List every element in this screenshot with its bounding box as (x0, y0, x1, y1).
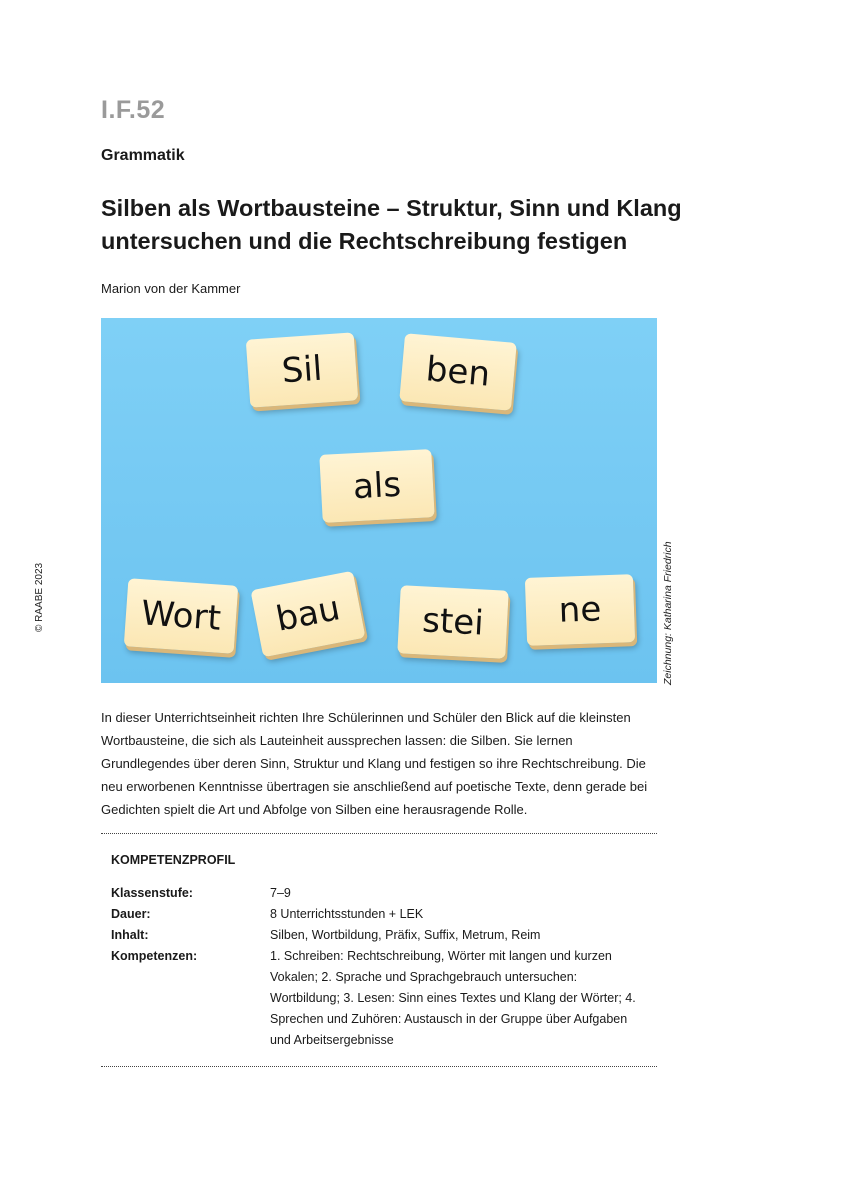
profile-value: Silben, Wortbildung, Präfix, Suffix, Metrum, Reim (270, 928, 541, 942)
profile-row-grade (111, 883, 651, 904)
syllable-tile: stei (397, 585, 508, 659)
intro-paragraph: In dieser Unterrichtseinheit richten Ihre Schülerinnen und Schüler den Blick auf die kleinsten Wortbausteine, die sich als Lauteinheit aussprechen lassen: die Silben. Sie lernen Grundlegendes über deren Sinn, Struktur und Klang und festigen so ihre Rechtschreibung. Die neu erworbenen Kenntnisse übertragen sie anschließend auf poetische Texte, denn gerade bei Gedichten spielt die Art und Abfolge von Silben eine herausragende Rolle. (101, 710, 648, 817)
profile-row-competences (111, 946, 651, 1051)
profile-label: Dauer: (111, 907, 151, 921)
profile-value: 8 Unterrichtsstunden + LEK (270, 907, 424, 921)
profile-label: Klassenstufe: (111, 886, 193, 900)
profile-label: Inhalt: (111, 928, 149, 942)
syllable-tile: Wort (124, 578, 238, 654)
competence-profile-table (111, 883, 651, 1051)
divider-top (101, 833, 657, 834)
profile-value: 1. Schreiben: Rechtschreibung, Wörter mit langen und kurzen Vokalen; 2. Sprache und Sprachgebrauch untersuchen: Wortbildung; 3. Lesen: Sinn eines Textes und Klang der Wörter; 4. Sprechen und Zuhören: Austausch in der Gruppe über Aufgaben und Arbeitsergebnisse (270, 949, 636, 1047)
syllable-tile: bau (250, 571, 365, 658)
syllable-tile: Sil (246, 332, 358, 407)
syllable-tile: ben (399, 333, 517, 411)
profile-row-duration (111, 904, 651, 925)
author-name: Marion von der Kammer (101, 281, 241, 296)
divider-bottom (101, 1066, 657, 1067)
profile-label: Kompetenzen: (111, 949, 198, 963)
competence-profile-heading: KOMPETENZPROFIL (111, 853, 236, 867)
syllable-tiles-illustration (101, 318, 657, 683)
profile-value: 7–9 (270, 886, 291, 900)
unit-code: I.F.52 (101, 96, 166, 124)
illustration-credit: Zeichnung: Katharina Friedrich (662, 541, 674, 685)
page-title: Silben als Wortbausteine – Struktur, Sinn und Klang untersuchen und die Rechtschreibung festigen (101, 195, 682, 254)
copyright-notice: © RAABE 2023 (34, 562, 45, 632)
category-label: Grammatik (101, 147, 185, 164)
syllable-tile: als (319, 449, 434, 523)
profile-row-content (111, 925, 651, 946)
syllable-tile: ne (525, 574, 635, 646)
